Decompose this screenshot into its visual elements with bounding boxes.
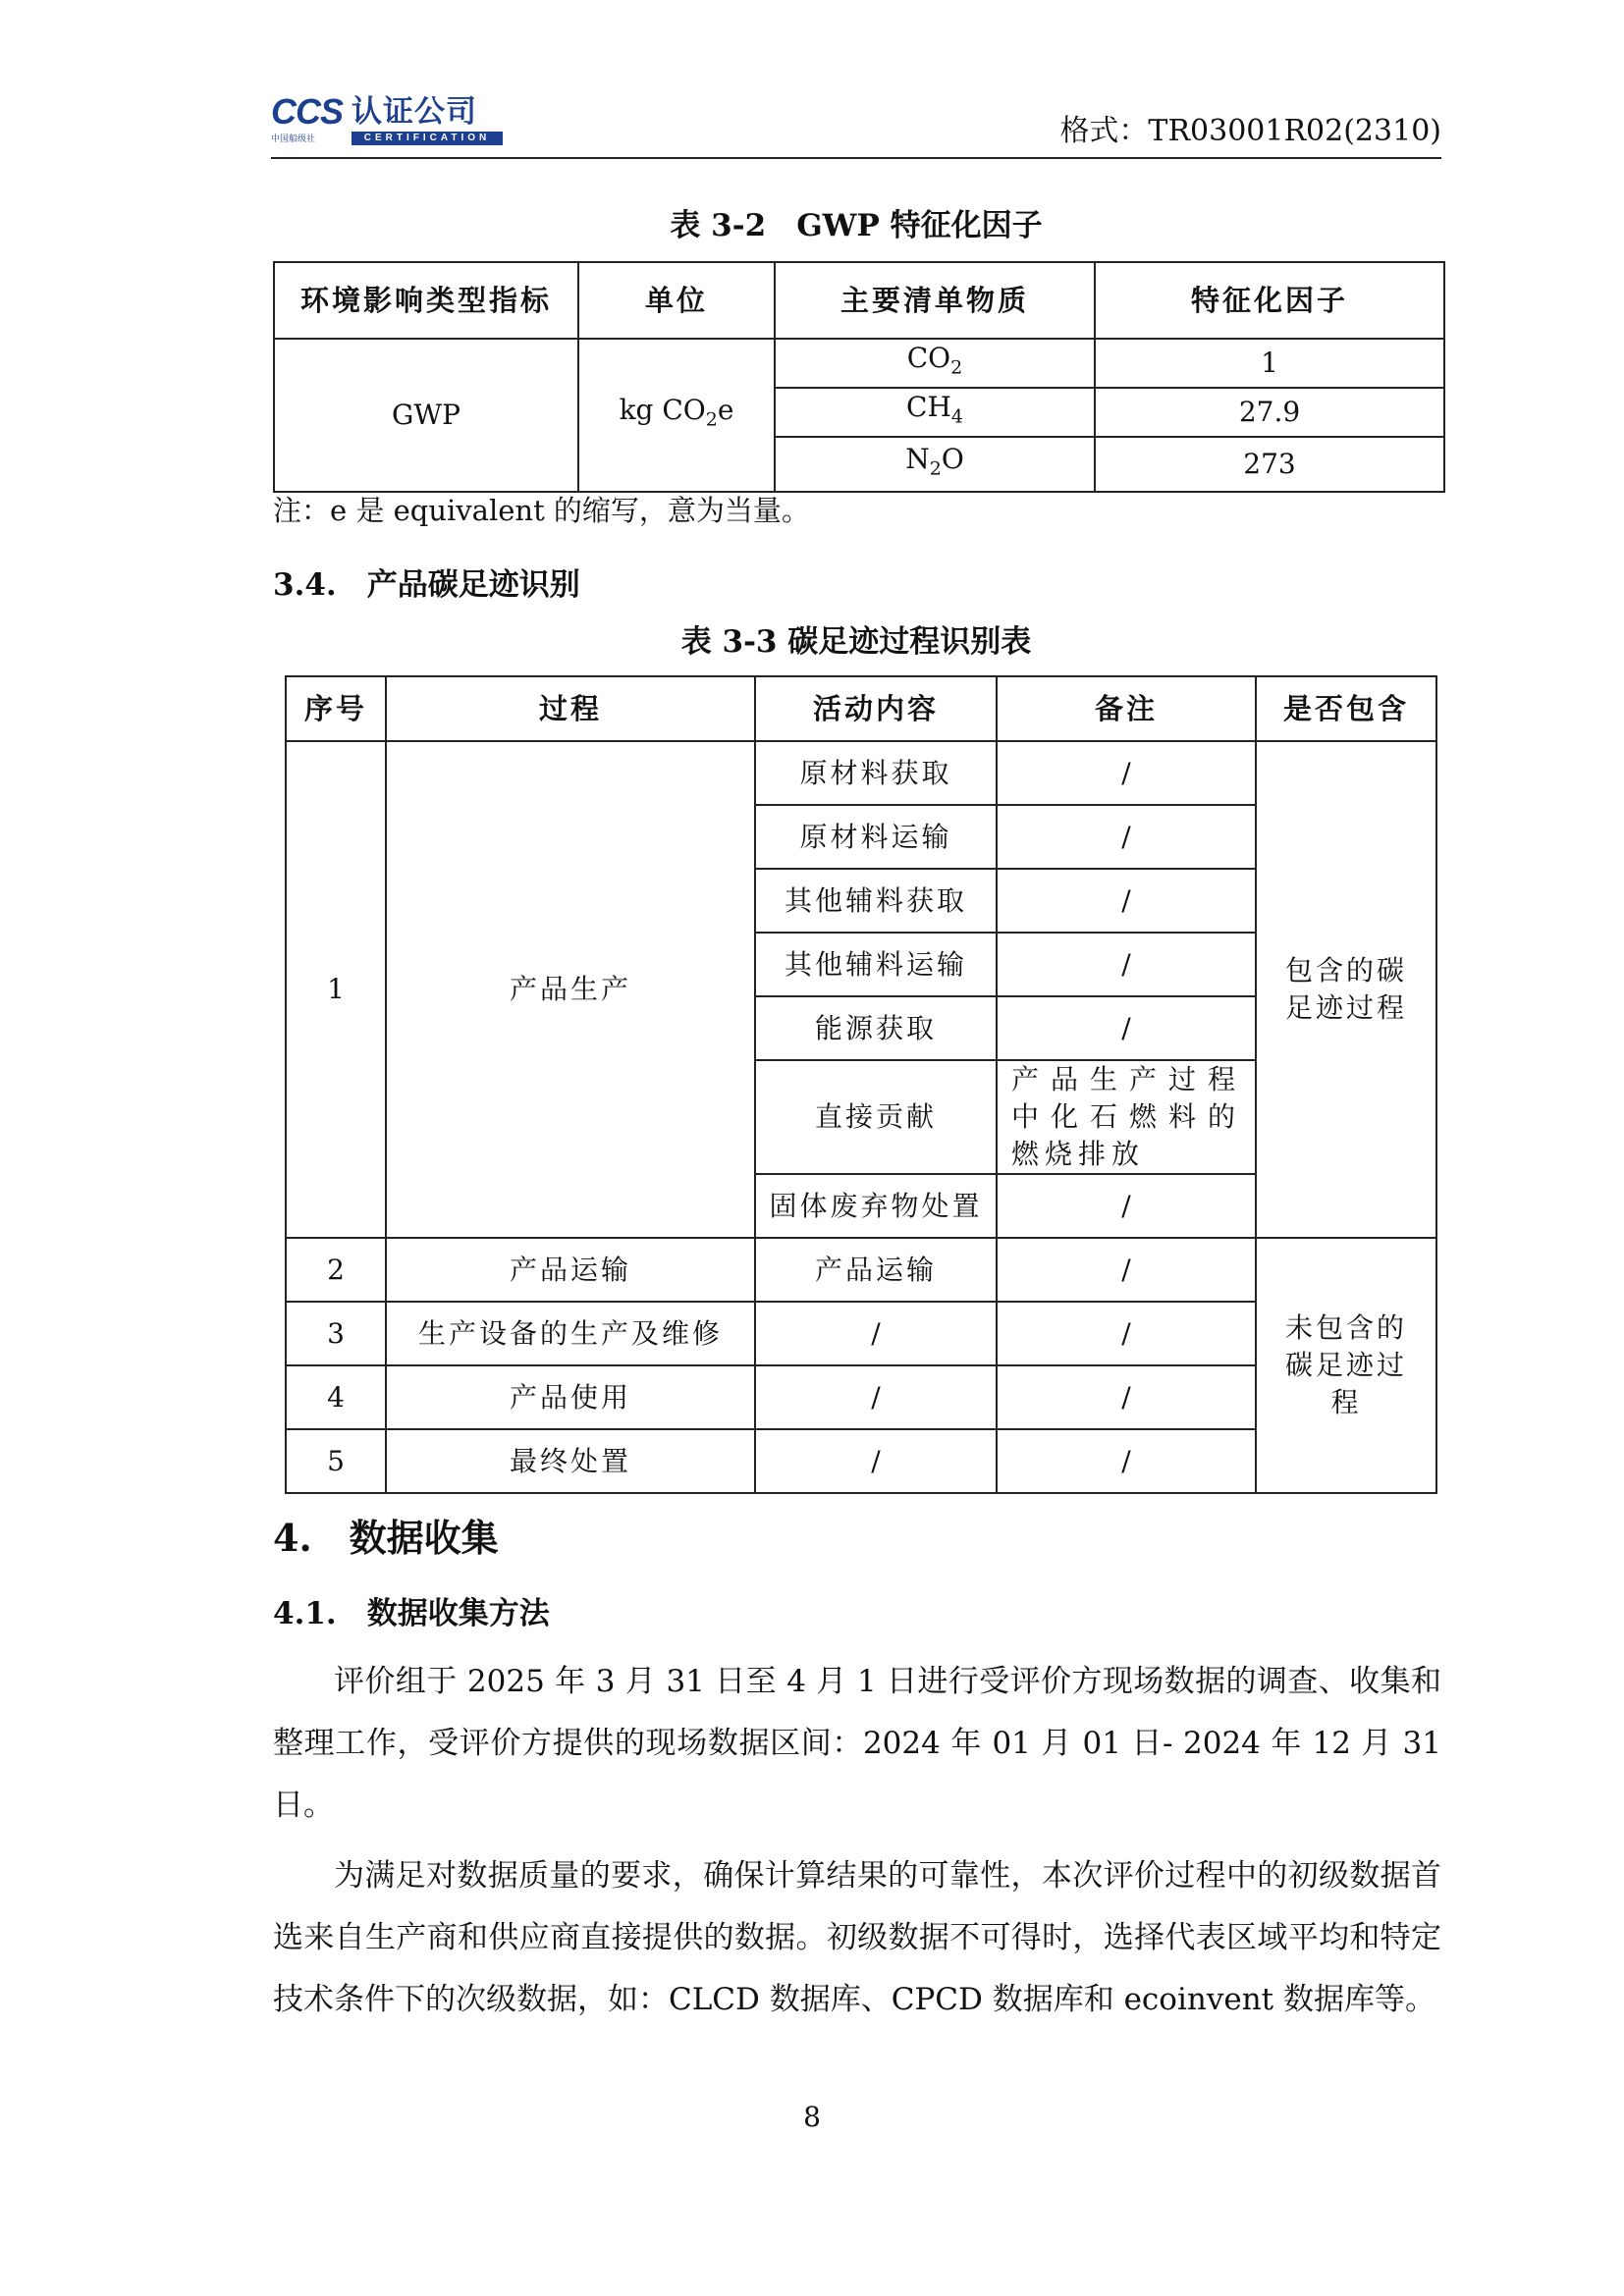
activity-cell: 原材料获取 xyxy=(755,741,997,805)
substance-cell xyxy=(775,437,1095,492)
substance-text: CH xyxy=(906,390,951,423)
activity-cell: 其他辅料运输 xyxy=(755,933,997,996)
header-remark: 备注 xyxy=(997,676,1256,741)
included-cell: 包含的碳足迹过程 xyxy=(1256,741,1436,1238)
table-note: 注：e 是 equivalent 的缩写，意为当量。 xyxy=(273,494,810,527)
activity-cell: 产品运输 xyxy=(755,1238,997,1302)
remark-cell: / xyxy=(997,933,1256,996)
unit-subscript: 2 xyxy=(705,408,718,431)
header-factor: 特征化因子 xyxy=(1095,262,1444,339)
header-activity: 活动内容 xyxy=(755,676,997,741)
table-row xyxy=(274,339,1444,388)
logo-ccs-text: CCS xyxy=(271,91,344,132)
remark-cell: / xyxy=(997,1238,1256,1302)
substance-text: N xyxy=(905,442,930,475)
factor-cell: 273 xyxy=(1095,437,1444,492)
activity-cell: 能源获取 xyxy=(755,996,997,1060)
substance-subscript: 2 xyxy=(950,356,963,379)
table-row xyxy=(286,741,1436,805)
unit-suffix: e xyxy=(717,394,734,426)
row-number: 1 xyxy=(286,741,386,1238)
activity-cell: / xyxy=(755,1365,997,1429)
ccs-certification-logo xyxy=(271,91,536,147)
indicator-cell: GWP xyxy=(274,339,578,492)
substance-subscript: 2 xyxy=(929,457,942,480)
activity-cell: / xyxy=(755,1429,997,1493)
logo-en-bar: CERTIFICATION xyxy=(352,132,503,145)
factor-cell: 1 xyxy=(1095,339,1444,388)
remark-cell: / xyxy=(997,869,1256,933)
page-header xyxy=(271,90,1441,159)
carbon-footprint-process-table xyxy=(285,675,1437,1494)
table-3-3-caption: 表 3-3 碳足迹过程识别表 xyxy=(680,624,1032,660)
header-unit: 单位 xyxy=(578,262,775,339)
activity-cell: / xyxy=(755,1302,997,1365)
process-cell: 生产设备的生产及维修 xyxy=(386,1302,755,1365)
substance-text: CO xyxy=(906,342,951,374)
remark-cell: / xyxy=(997,1429,1256,1493)
section-4-heading: 4. 数据收集 xyxy=(273,1516,499,1560)
remark-cell: / xyxy=(997,1365,1256,1429)
remark-cell: / xyxy=(997,1302,1256,1365)
paragraph-data-quality: 为满足对数据质量的要求，确保计算结果的可靠性，本次评价过程中的初级数据首选来自生产商和供应商直接提供的数据。初级数据不可得时，选择代表区域平均和特定技术条件下的次级数据，如：CLCD 数据库、CPCD 数据库和 ecoinvent 数据库等。 xyxy=(273,1858,1441,2017)
activity-cell: 直接贡献 xyxy=(755,1060,997,1174)
substance-cell xyxy=(775,388,1095,437)
header-substance: 主要清单物质 xyxy=(775,262,1095,339)
activity-cell: 其他辅料获取 xyxy=(755,869,997,933)
remark-cell: / xyxy=(997,805,1256,869)
unit-prefix: kg CO xyxy=(619,394,706,426)
row-number: 3 xyxy=(286,1302,386,1365)
row-number: 4 xyxy=(286,1365,386,1429)
included-cell: 未包含的碳足迹过程 xyxy=(1256,1238,1436,1493)
remark-cell: / xyxy=(997,1174,1256,1238)
remark-cell: / xyxy=(997,741,1256,805)
format-code: 格式：TR03001R02(2310) xyxy=(1059,114,1441,148)
substance-suffix: O xyxy=(941,442,964,475)
logo-sub-text: 中国船级社 xyxy=(271,134,316,144)
header-included: 是否包含 xyxy=(1256,676,1436,741)
table-header-row xyxy=(286,676,1436,741)
section-4-1-heading: 4.1. 数据收集方法 xyxy=(273,1596,550,1631)
factor-cell: 27.9 xyxy=(1095,388,1444,437)
activity-cell: 原材料运输 xyxy=(755,805,997,869)
remark-cell: / xyxy=(997,996,1256,1060)
header-process: 过程 xyxy=(386,676,755,741)
table-header-row xyxy=(274,262,1444,339)
gwp-factor-table xyxy=(273,261,1445,493)
substance-cell xyxy=(775,339,1095,388)
header-divider xyxy=(271,157,1441,159)
paragraph-collection-period: 评价组于 2025 年 3 月 31 日至 4 月 1 日进行受评价方现场数据的调查、收集和整理工作，受评价方提供的现场数据区间：2024 年 01 月 01 日- 2024 年 12 月 31 日。 xyxy=(273,1664,1441,1823)
page-number: 8 xyxy=(803,2101,821,2133)
section-3-4-heading: 3.4. 产品碳足迹识别 xyxy=(273,567,580,603)
process-cell: 产品使用 xyxy=(386,1365,755,1429)
unit-cell xyxy=(578,339,775,492)
process-cell: 产品运输 xyxy=(386,1238,755,1302)
table-row xyxy=(286,1238,1436,1302)
table-3-2-caption: 表 3-2 GWP 特征化因子 xyxy=(670,208,1043,243)
row-number: 2 xyxy=(286,1238,386,1302)
header-no: 序号 xyxy=(286,676,386,741)
process-cell: 产品生产 xyxy=(386,741,755,1238)
remark-cell: 产品生产过程中化石燃料的燃烧排放 xyxy=(997,1060,1256,1174)
process-cell: 最终处置 xyxy=(386,1429,755,1493)
substance-subscript: 4 xyxy=(950,405,963,428)
row-number: 5 xyxy=(286,1429,386,1493)
logo-cn-text: 认证公司 xyxy=(352,94,477,130)
activity-cell: 固体废弃物处置 xyxy=(755,1174,997,1238)
header-indicator: 环境影响类型指标 xyxy=(274,262,578,339)
